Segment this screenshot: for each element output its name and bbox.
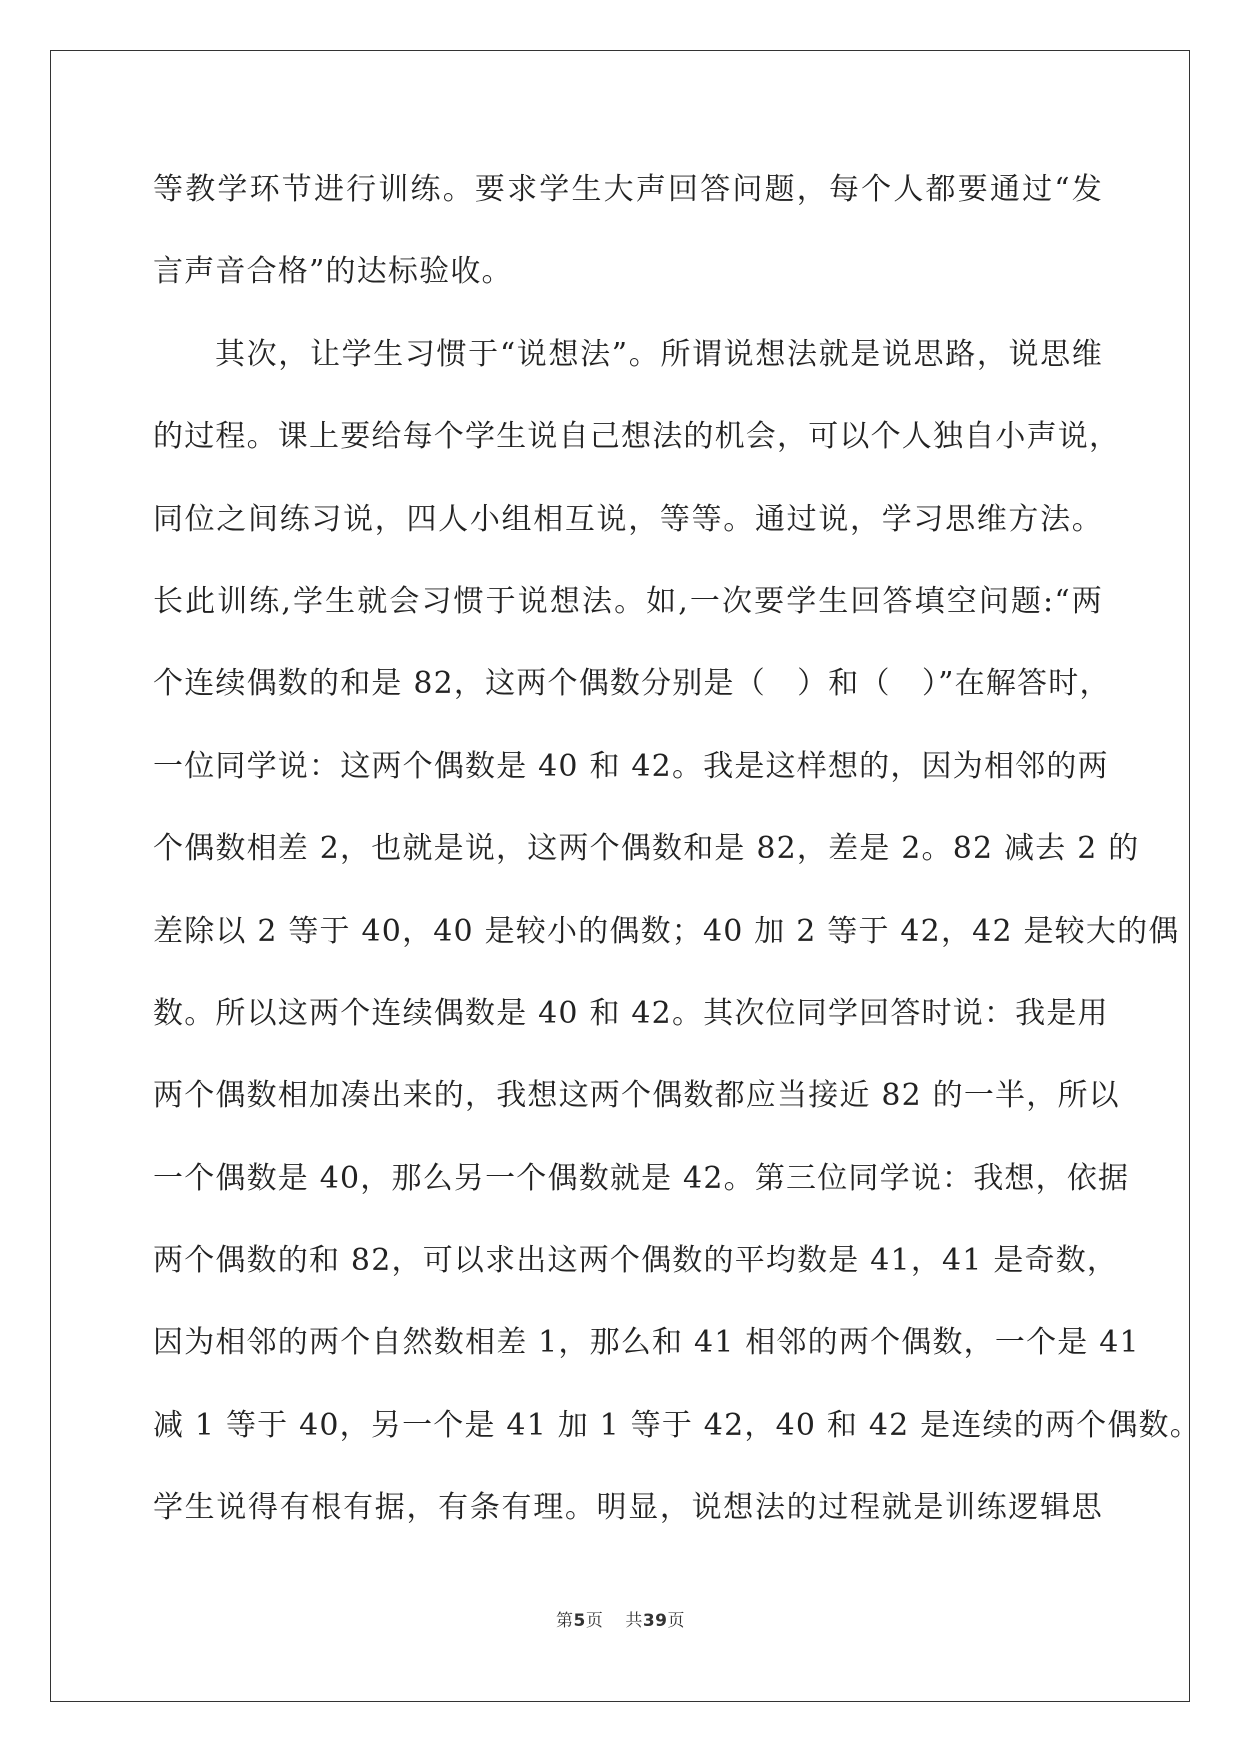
text-line-14: 两个偶数的和 82，可以求出这两个偶数的平均数是 41，41 是奇数， [153,1243,1119,1279]
text-line-17: 学生说得有根有据，有条有理。明显，说想法的过程就是训练逻辑思 [153,1490,1103,1526]
text-line-1: 等教学环节进行训练。要求学生大声回答问题，每个人都要通过“发 [153,172,1103,207]
page-number: 5 [573,1611,586,1631]
text-line-11: 数。所以这两个连续偶数是 40 和 42。其次位同学回答时说：我是用 [153,995,1109,1031]
text-line-4: 的过程。课上要给每个学生说自己想法的机会，可以个人独自小声说， [153,419,1121,455]
page-footer [0,1606,1241,1631]
text-line-15: 因为相邻的两个自然数相差 1，那么和 41 相邻的两个偶数，一个是 41 [153,1325,1140,1361]
total-suffix: 页 [667,1611,685,1631]
total-pages: 39 [642,1611,668,1631]
document-body [153,162,1201,1563]
text-line-13: 一个偶数是 40，那么另一个偶数就是 42。第三位同学说：我想，依据 [153,1160,1130,1196]
text-line-6: 长此训练,学生就会习惯于说想法。如,一次要学生回答填空问题:“两 [153,583,1103,619]
text-line-16: 减 1 等于 40，另一个是 41 加 1 等于 42，40 和 42 是连续的两个偶数。 [153,1407,1201,1443]
text-line-3: 其次，让学生习惯于“说想法”。所谓说想法就是说思路，说思维 [215,336,1103,372]
text-line-8: 一位同学说：这两个偶数是 40 和 42。我是这样想的，因为相邻的两 [153,748,1109,784]
text-line-10: 差除以 2 等于 40，40 是较小的偶数；40 加 2 等于 42，42 是较大的偶 [153,913,1180,949]
text-line-5: 同位之间练习说，四人小组相互说，等等。通过说，学习思维方法。 [153,501,1103,537]
total-prefix: 共 [625,1611,643,1631]
text-line-7: 个连续偶数的和是 82，这两个偶数分别是（ ）和（ ）”在解答时， [153,666,1111,702]
text-line-9: 个偶数相差 2，也就是说，这两个偶数和是 82，差是 2。82 减去 2 的 [153,831,1140,867]
text-line-12: 两个偶数相加凑出来的，我想这两个偶数都应当接近 82 的一半，所以 [153,1078,1120,1114]
text-line-2: 言声音合格”的达标验收。 [153,254,513,290]
page-suffix: 页 [585,1611,604,1631]
page-prefix: 第 [555,1611,574,1631]
